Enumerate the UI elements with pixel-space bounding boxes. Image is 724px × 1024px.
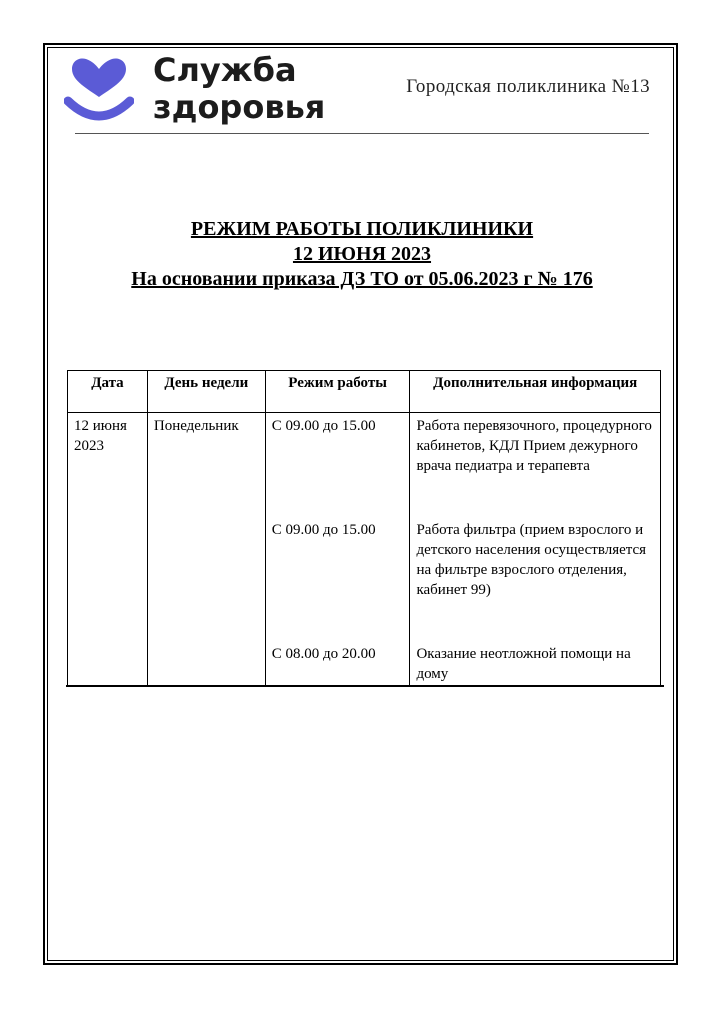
brand-line-1: Служба	[153, 51, 297, 89]
hours-entry-3: С 08.00 до 20.00	[271, 646, 376, 662]
heart-smile-logo-icon	[64, 55, 134, 125]
title-line-1: РЕЖИМ РАБОТЫ ПОЛИКЛИНИКИ	[190, 218, 534, 240]
column-header-hours: Режим работы	[265, 371, 410, 413]
title-line-3: На основании приказа ДЗ ТО от 05.06.2023 г № 176	[131, 268, 593, 290]
spacer	[272, 496, 404, 520]
spacer	[416, 620, 654, 644]
spacer	[272, 620, 404, 644]
info-entry-1: Работа перевязочного, процедурного кабинетов, КДЛ Прием дежурного врача педиатра и терапевта	[416, 418, 652, 474]
table-row	[68, 413, 661, 686]
cell-date: 12 июня 2023	[68, 413, 148, 686]
title-line-2: 12 ИЮНЯ 2023	[292, 243, 432, 265]
document-title	[60, 217, 664, 292]
cell-info	[410, 413, 661, 686]
hours-entry-1: С 09.00 до 15.00	[271, 418, 376, 434]
cell-weekday: Понедельник	[147, 413, 265, 686]
brand-line-2: здоровья	[153, 88, 326, 126]
cell-hours	[265, 413, 410, 686]
column-header-weekday: День недели	[147, 371, 265, 413]
column-header-date: Дата	[68, 371, 148, 413]
organization-name: Городская поликлиника №13	[406, 76, 650, 97]
brand-logo-text	[153, 52, 325, 126]
column-header-info: Дополнительная информация	[410, 371, 661, 413]
table-header-row	[68, 371, 661, 413]
hours-entry-2: С 09.00 до 15.00	[271, 522, 376, 538]
info-entry-3: Оказание неотложной помощи на дому	[416, 646, 631, 682]
table-bottom-rule	[66, 685, 664, 687]
header-divider	[75, 133, 649, 134]
schedule-table	[67, 370, 661, 686]
info-entry-2: Работа фильтра (прием взрослого и детского населения осуществляется на фильтре взрослого отделения, кабинет 99)	[416, 522, 647, 598]
spacer	[416, 496, 654, 520]
